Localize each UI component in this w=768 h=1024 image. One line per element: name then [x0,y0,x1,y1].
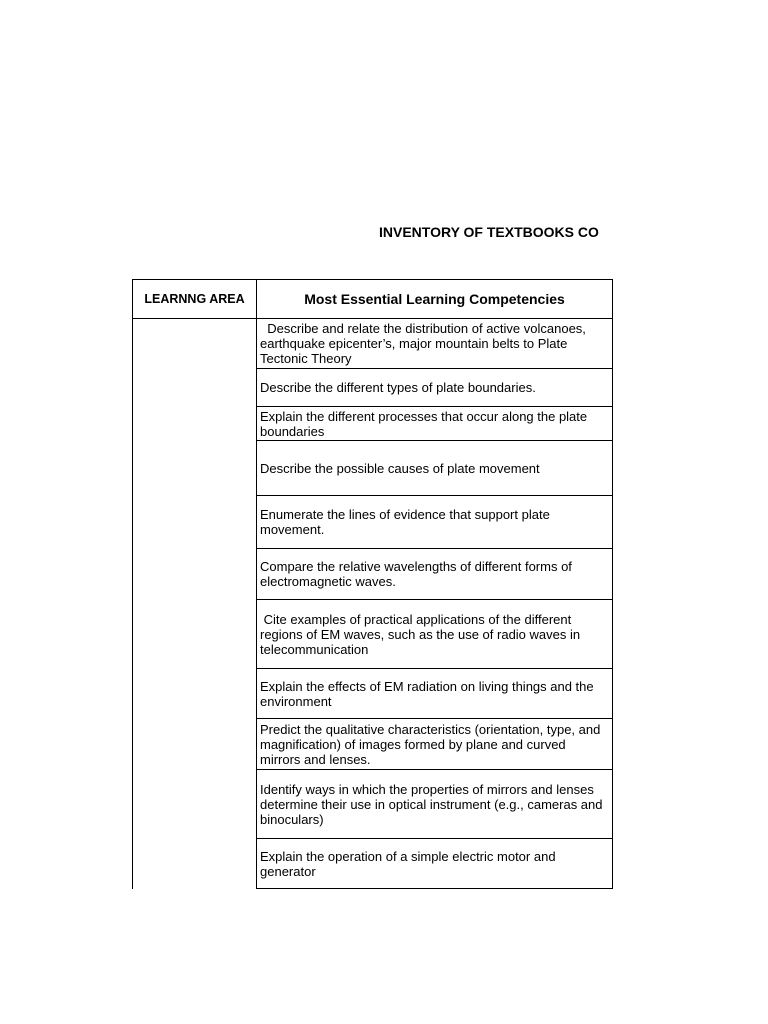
competency-cell: Identify ways in which the properties of mirrors and lenses determine their use in optical instrument (e.g., cameras and binoculars) [256,769,613,839]
melc-header: Most Essential Learning Competencies [256,279,613,319]
competency-cell: Cite examples of practical applications of the different regions of EM waves, such as the use of radio waves in telecommunication [256,599,613,669]
document-title: INVENTORY OF TEXTBOOKS CO [379,224,599,240]
learning-area-column [132,318,133,889]
competency-cell: Enumerate the lines of evidence that support plate movement. [256,495,613,549]
competency-cell: Explain the effects of EM radiation on living things and the environment [256,668,613,719]
competency-cell: Describe the possible causes of plate movement [256,440,613,496]
competency-cell: Explain the different processes that occur along the plate boundaries [256,406,613,441]
learning-area-header: LEARNNG AREA [132,279,257,319]
competency-cell: Predict the qualitative characteristics (orientation, type, and magnification) of images formed by plane and curved mirrors and lenses. [256,718,613,770]
competency-cell: Compare the relative wavelengths of different forms of electromagnetic waves. [256,548,613,600]
competency-cell: Describe the different types of plate boundaries. [256,368,613,407]
competency-cell: Describe and relate the distribution of active volcanoes, earthquake epicenter’s, major mountain belts to Plate Tectonic Theory [256,318,613,369]
competency-cell: Explain the operation of a simple electric motor and generator [256,838,613,889]
